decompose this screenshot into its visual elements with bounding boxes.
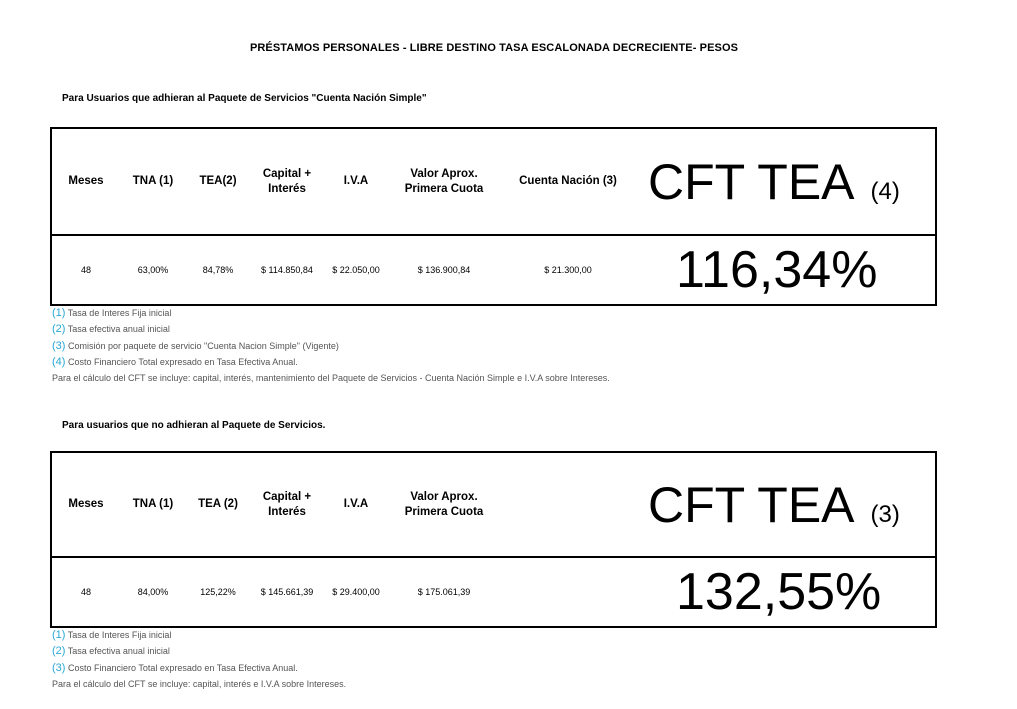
note-item	[52, 305, 610, 321]
header-valor-line1: Valor Aprox.	[410, 490, 478, 503]
note-marker: (3)	[52, 661, 66, 674]
value-meses: 48	[80, 586, 91, 597]
section2-data-row	[52, 558, 935, 626]
section2-notes	[52, 627, 346, 692]
value-iva: $ 29.400,00	[332, 586, 380, 597]
header-tna: TNA (1)	[132, 175, 174, 187]
note-marker: (2)	[52, 645, 66, 658]
header-capital-line2: Interés	[268, 505, 306, 518]
section1-notes	[52, 305, 610, 386]
header-valor-cuota	[388, 453, 500, 556]
cft-footnote: Para el cálculo del CFT se incluye: capital, interés, mantenimiento del Paquete de Servicios - Cuenta Nación Simple e I.V.A sobre Intereses.	[52, 373, 610, 384]
header-valor-cuota	[388, 129, 500, 234]
value-capital-interes: $ 114.850,84	[261, 264, 313, 275]
value-iva: $ 22.050,00	[332, 264, 380, 275]
section2-header-row	[52, 453, 935, 558]
value-tna: 63,00%	[137, 264, 169, 275]
header-iva: I.V.A	[343, 498, 369, 510]
section1-data-row	[52, 236, 935, 304]
note-text: Costo Financiero Total expresado en Tasa Efectiva Anual.	[67, 662, 298, 673]
value-cft-tea: 116,34%	[676, 241, 878, 299]
section1-heading: Para Usuarios que adhieran al Paquete de Servicios "Cuenta Nación Simple"	[62, 93, 427, 104]
header-meses: Meses	[68, 498, 104, 510]
value-tna: 84,00%	[137, 586, 169, 597]
header-valor-line2: Primera Cuota	[404, 505, 484, 518]
section2-heading: Para usuarios que no adhieran al Paquete de Servicios.	[62, 420, 326, 431]
header-valor-line2: Primera Cuota	[404, 182, 484, 195]
section1-table	[50, 127, 937, 306]
note-marker: (1)	[52, 629, 66, 641]
header-meses: Meses	[68, 175, 104, 187]
value-cuenta-nacion: $ 21.300,00	[544, 264, 592, 275]
header-cuenta-nacion: Cuenta Nación (3)	[519, 175, 617, 187]
header-capital-interes	[250, 453, 324, 556]
header-tea: TEA (2)	[198, 498, 238, 510]
header-capital-line2: Interés	[268, 182, 306, 195]
header-cft-tea	[648, 129, 938, 234]
note-text: Tasa de Interes Fija inicial	[67, 308, 172, 318]
note-item	[52, 627, 346, 643]
value-cft-tea: 132,55%	[676, 563, 882, 621]
note-item	[52, 321, 610, 337]
cft-tea-label: CFT TEA	[648, 153, 855, 210]
note-text: Tasa de Interes Fija inicial	[67, 630, 172, 640]
note-text: Tasa efectiva anual inicial	[67, 646, 170, 657]
document-title: PRÉSTAMOS PERSONALES - LIBRE DESTINO TASA ESCALONADA DECRECIENTE- PESOS	[249, 42, 739, 54]
note-marker: (1)	[52, 307, 66, 319]
note-item	[52, 643, 346, 659]
value-valor-cuota: $ 175.061,39	[417, 586, 471, 597]
note-text: Tasa efectiva anual inicial	[67, 324, 170, 335]
value-valor-cuota: $ 136.900,84	[417, 264, 471, 275]
header-cft-tea	[648, 453, 938, 556]
cft-footnote: Para el cálculo del CFT se incluye: capital, interés e I.V.A sobre Intereses.	[52, 678, 347, 689]
note-marker: (3)	[52, 339, 66, 352]
section2-table	[50, 451, 937, 628]
header-tea: TEA(2)	[199, 175, 237, 187]
cft-tea-note: (4)	[870, 177, 900, 205]
value-tea: 125,22%	[200, 586, 236, 597]
header-capital-line1: Capital +	[262, 490, 312, 503]
value-meses: 48	[80, 264, 91, 275]
note-marker: (4)	[52, 355, 66, 368]
cft-tea-note: (3)	[870, 500, 900, 528]
note-text: Comisión por paquete de servicio "Cuenta Nacion Simple" (Vigente)	[67, 340, 339, 351]
value-capital-interes: $ 145.661,39	[260, 586, 314, 597]
value-tea: 84,78%	[202, 264, 234, 275]
header-valor-line1: Valor Aprox.	[410, 167, 478, 180]
header-iva: I.V.A	[343, 175, 369, 187]
note-item	[52, 660, 346, 676]
note-text: Costo Financiero Total expresado en Tasa Efectiva Anual.	[67, 356, 298, 367]
note-item	[52, 354, 610, 370]
header-capital-line1: Capital +	[262, 167, 312, 180]
header-tna: TNA (1)	[132, 498, 174, 510]
note-marker: (2)	[52, 323, 66, 336]
cft-tea-label: CFT TEA	[648, 476, 855, 533]
section1-header-row	[52, 129, 935, 236]
header-capital-interes	[250, 129, 324, 234]
note-item	[52, 338, 610, 354]
